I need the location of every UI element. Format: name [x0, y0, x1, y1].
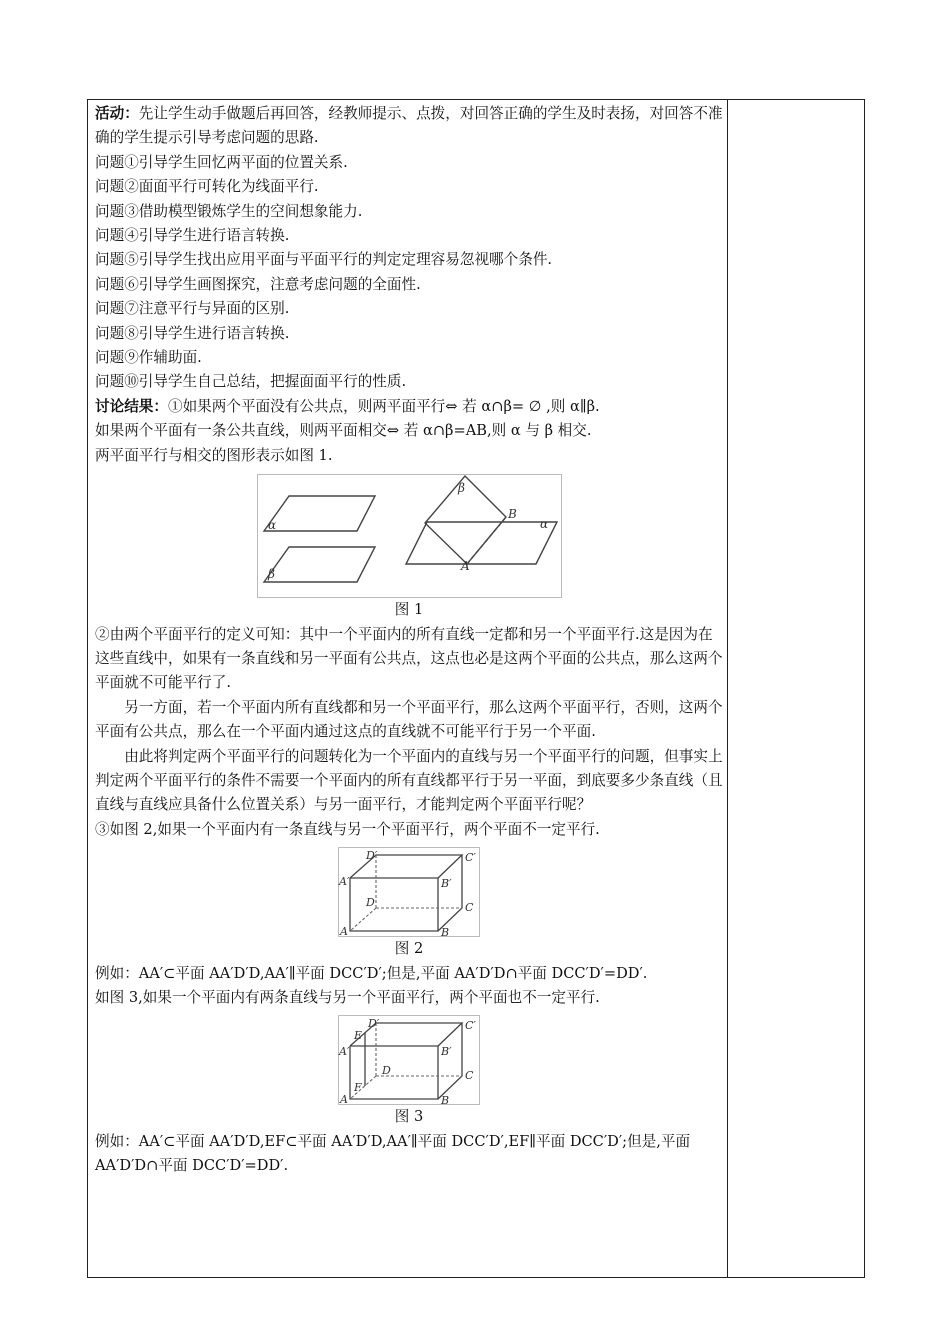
label-beta-1: β — [267, 567, 275, 582]
figure-1 — [257, 474, 562, 598]
question-line: 问题⑩引导学生自己总结，把握面面平行的性质. — [95, 373, 407, 391]
question-line: 问题①引导学生回忆两平面的位置关系. — [95, 153, 348, 171]
question-line: 问题④引导学生进行语言转换. — [95, 227, 290, 245]
question-line: 问题②面面平行可转化为线面平行. — [95, 178, 319, 196]
label-d: D — [366, 896, 375, 910]
activity-paragraph — [95, 102, 723, 151]
label-f: F — [354, 1081, 362, 1095]
label-c1: C′ — [465, 1019, 476, 1033]
figure-1-caption: 图 1 — [394, 601, 424, 619]
discussion-line-2: 如果两个平面有一条公共直线，则两平面相交⇔ 若 α∩β=AB,则 α 与 β 相交. — [95, 422, 592, 440]
label-e: E — [354, 1029, 363, 1043]
label-d: D — [382, 1064, 391, 1078]
column-divider — [727, 99, 728, 1278]
label-a: A — [340, 1093, 348, 1106]
label-a1: A′ — [339, 1045, 350, 1059]
label-c: C — [465, 901, 474, 915]
figure-2-caption: 图 2 — [394, 940, 424, 958]
label-alpha-2: α — [539, 517, 548, 532]
label-b: B — [507, 507, 517, 522]
figure-3 — [338, 1015, 480, 1105]
paragraph-3: 另一方面，若一个平面内所有直线都和另一个平面平行，那么这两个平面平行，否则，这两个平面有公共点，那么在一个平面内通过这点的直线就不可能平行于另一个平面. — [95, 698, 723, 741]
label-b: B — [441, 926, 450, 938]
figure-1-frame — [257, 475, 561, 598]
label-d1: D′ — [368, 1017, 380, 1031]
activity-text: 先让学生动手做题后再回答，经教师提示、点拨，对回答正确的学生及时表扬，对回答不准确的学生提示引导考虑问题的思路. — [95, 105, 723, 147]
example-1: 例如：AA′⊂平面 AA′D′D,AA′∥平面 DCC′D′;但是,平面 AA′D′D∩平面 DCC′D′=DD′. — [95, 964, 648, 982]
paragraph-5: ③如图 2,如果一个平面内有一条直线与另一个平面平行，两个平面不一定平行. — [95, 820, 600, 838]
label-b1: B′ — [441, 877, 452, 891]
figure-2 — [338, 847, 480, 937]
activity-label: 活动： — [95, 105, 139, 122]
example-2: 例如：AA′⊂平面 AA′D′D,EF⊂平面 AA′D′D,AA′∥平面 DCC′D′,EF∥平面 DCC′D′;但是,平面 AA′D′D∩平面 DCC′D′=DD′. — [95, 1132, 691, 1175]
paragraph-4: 由此将判定两个平面平行的问题转化为一个平面内的直线与另一个平面平行的问题，但事实上判定两个平面平行的条件不需要一个平面内的所有直线都平行于另一平面，到底要多少条直线（且直线与直线应具备什么位置关系）与另一面平行，才能判定两个平面平行呢？ — [95, 747, 723, 814]
label-a1: A′ — [339, 875, 350, 889]
paragraph-6: 如图 3,如果一个平面内有两条直线与另一个平面平行，两个平面也不一定平行. — [95, 988, 600, 1006]
question-line: 问题⑧引导学生进行语言转换. — [95, 324, 290, 342]
question-line: 问题⑨作辅助面. — [95, 349, 202, 367]
label-d1: D′ — [366, 849, 378, 863]
label-c: C — [465, 1069, 474, 1083]
question-line: 问题⑤引导学生找出应用平面与平面平行的判定定理容易忽视哪个条件. — [95, 251, 553, 269]
paragraph-2: ②由两个平面平行的定义可知：其中一个平面内的所有直线一定都和另一个平面平行.这是因为在这些直线中，如果有一条直线和另一平面有公共点，这点也必是这两个平面的公共点，那么这两个平面就不可能平行了. — [95, 625, 723, 692]
content-cell — [95, 102, 723, 1179]
question-line: 问题③借助模型锻炼学生的空间想象能力. — [95, 202, 363, 220]
discussion-line-3: 两平面平行与相交的图形表示如图 1. — [95, 446, 333, 464]
discussion-line-1 — [95, 395, 723, 419]
label-alpha-1: α — [267, 518, 276, 533]
question-line: 问题⑦注意平行与异面的区别. — [95, 300, 290, 318]
question-line: 问题⑥引导学生画图探究，注意考虑问题的全面性. — [95, 275, 421, 293]
discussion-text: ①如果两个平面没有公共点，则两平面平行⇔ 若 α∩β= ∅ ,则 α∥β. — [167, 397, 600, 415]
label-b1: B′ — [441, 1045, 452, 1059]
label-beta-2: β — [457, 481, 465, 496]
label-a: A — [460, 559, 470, 574]
label-b: B — [441, 1094, 450, 1106]
label-c1: C′ — [465, 851, 476, 865]
label-a: A — [340, 925, 348, 938]
figure-3-caption: 图 3 — [394, 1108, 424, 1126]
discussion-label: 讨论结果： — [95, 397, 168, 415]
